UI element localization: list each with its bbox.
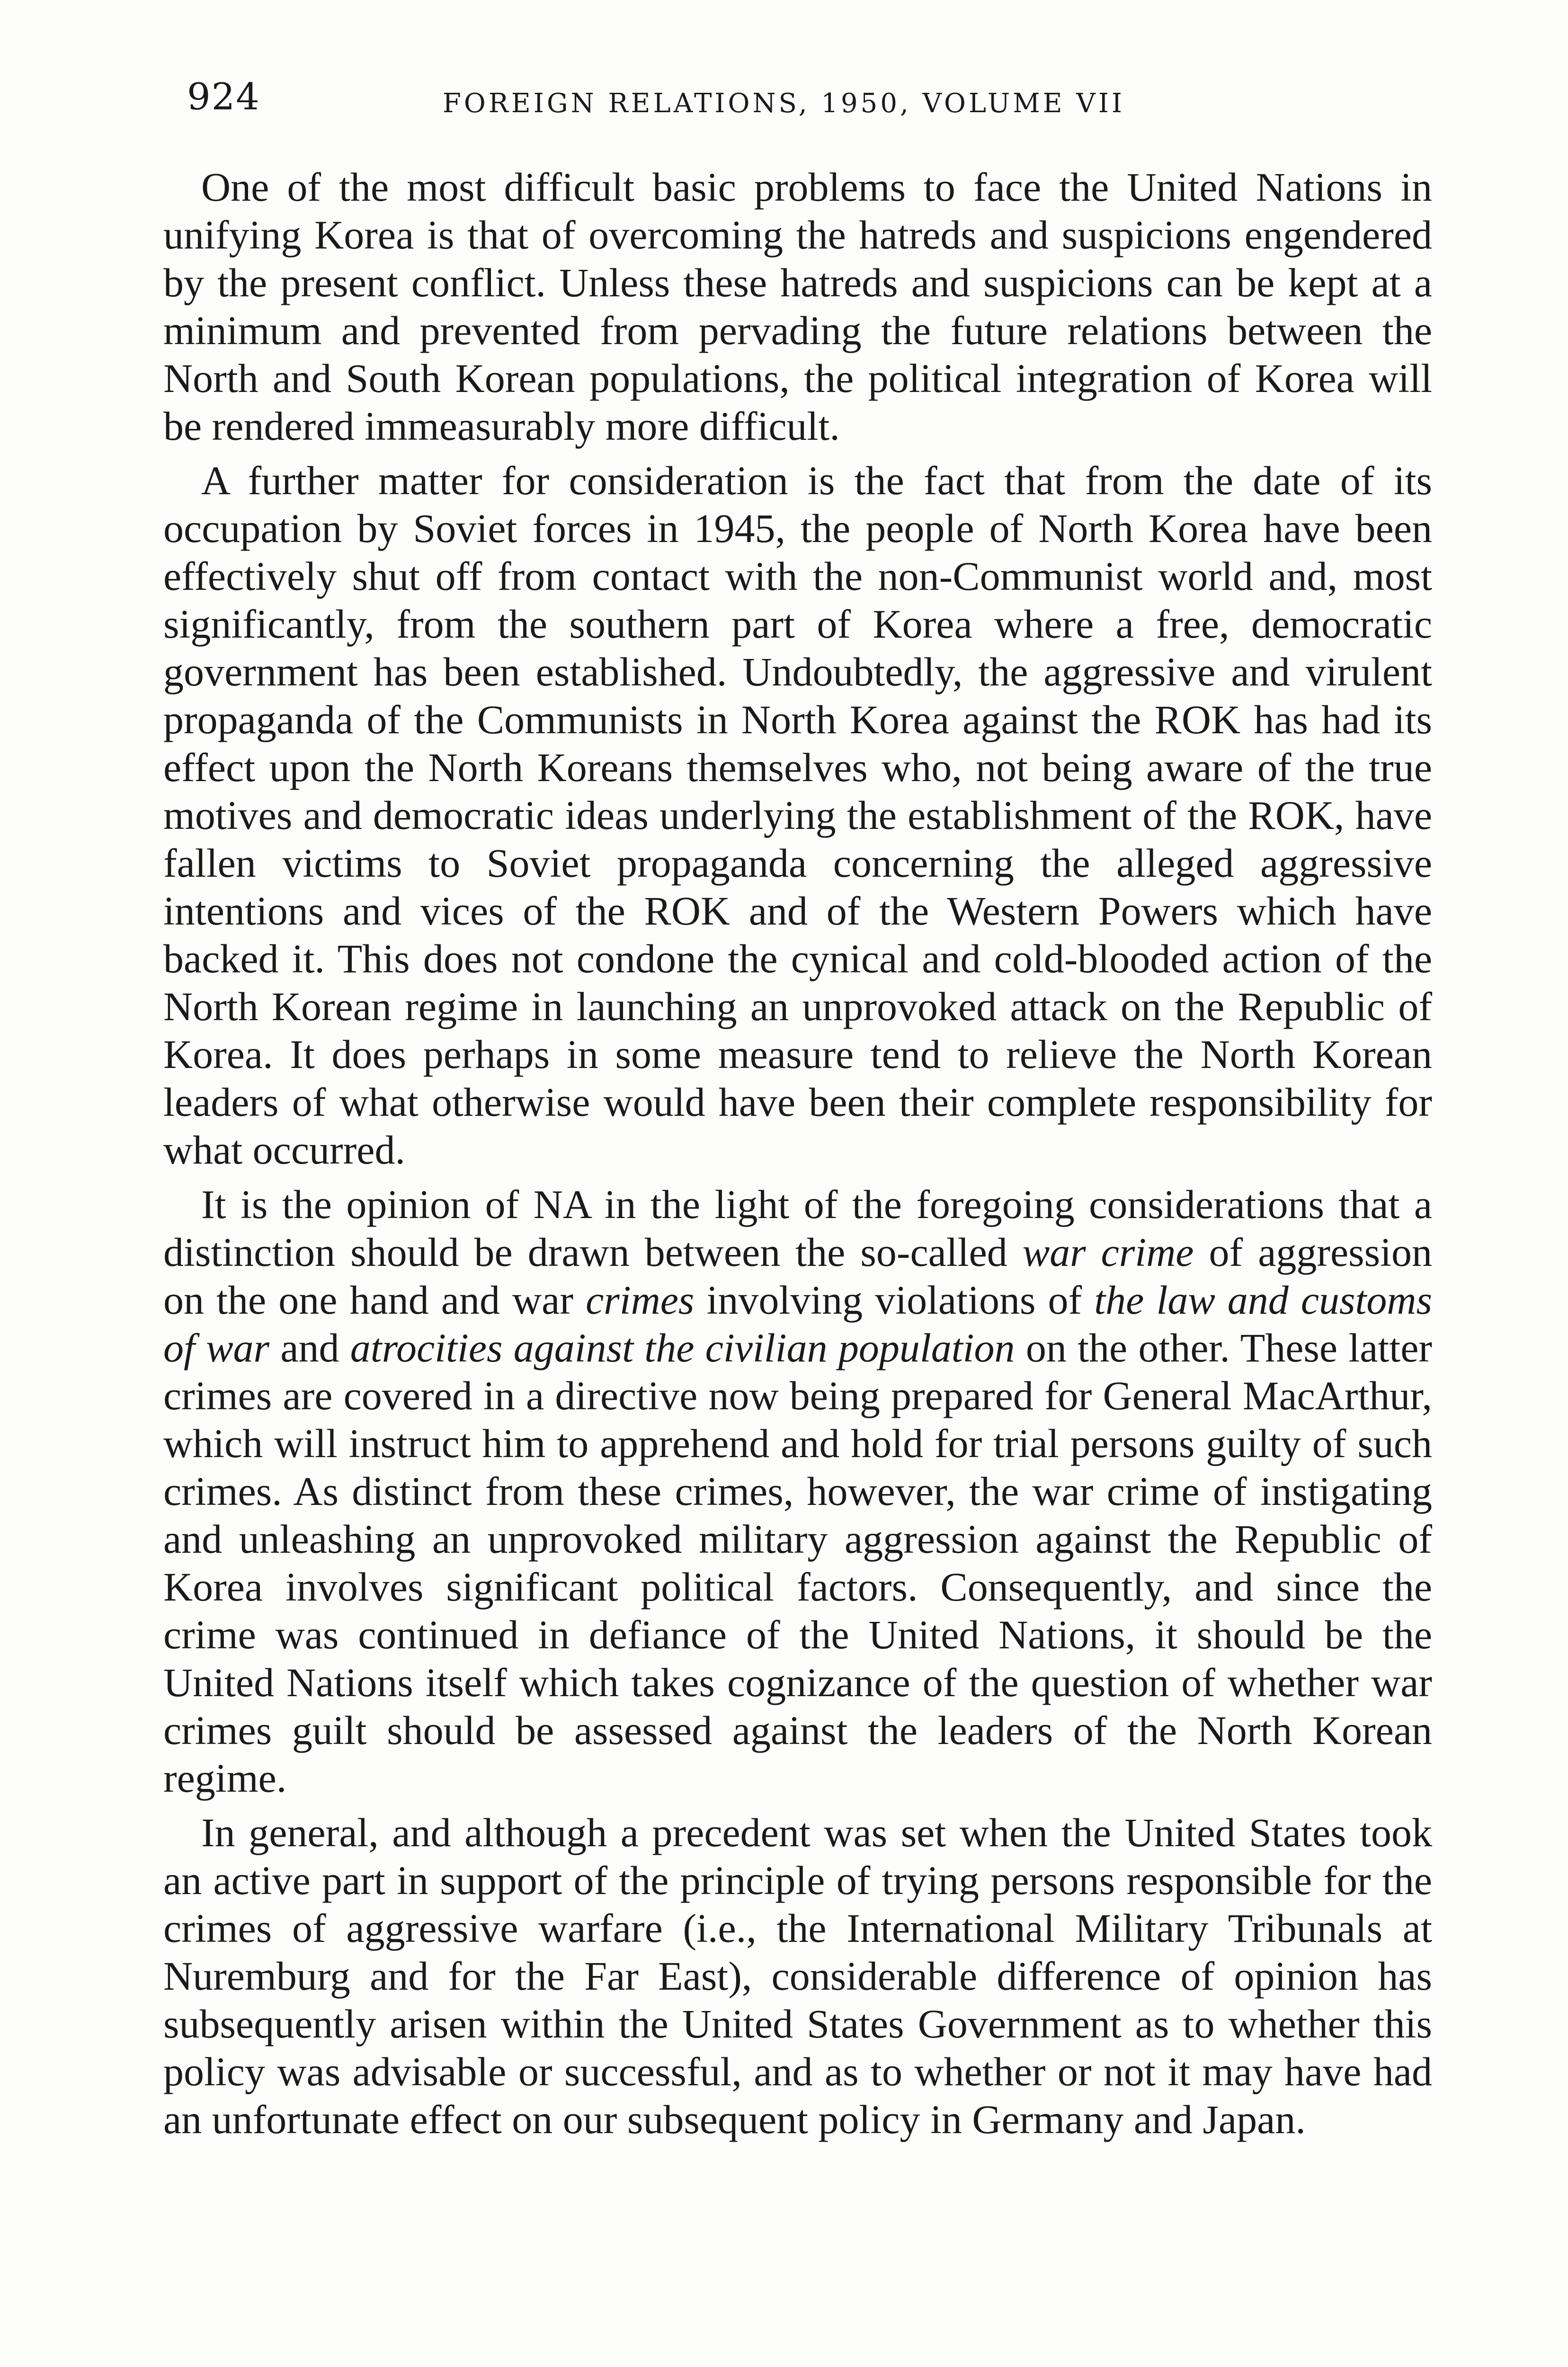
paragraph-3-text-2: of aggression on the one hand and war [163, 1229, 1433, 1323]
paragraph-3-italic-atrocities: atrocities against the civilian population [350, 1325, 1015, 1370]
page-header [187, 76, 1437, 128]
page-number: 924 [187, 76, 260, 118]
paragraph-1: One of the most difficult basic problems to face the United Nations in unifying Korea is that of overcoming the hatreds and suspicions engendered by the present conflict. Unless these hatreds and suspicions can be kept at a minimum and prevented from pervading the future relations between the North and South Korean populations, the political integration of Korea will be rendered immeasurably more difficult. [163, 164, 1432, 449]
paragraph-3-italic-crimes: crimes [586, 1277, 695, 1323]
paragraph-3-italic-war-crime: war crime [1022, 1229, 1194, 1275]
paragraph-3-text-5: on the other. These latter crimes are covered in a directive now being prepared for General MacArthur, which will instruct him to apprehend and hold for trial persons guilty of such crimes. As distinct from these crimes, however, the war crime of instigating and unleashing an unprovoked military aggression against the Republic of Korea involves significant political factors. Consequently, and since the crime was continued in defiance of the United Nations, it should be the United Nations itself which takes cognizance of the question of whether war crimes guilt should be assessed against the leaders of the North Korean regime. [163, 1325, 1433, 1801]
running-head: FOREIGN RELATIONS, 1950, VOLUME VII [443, 88, 1125, 119]
paragraph-4: In general, and although a precedent was set when the United States took an active part in support of the principle of trying persons responsible for the crimes of aggressive warfare (i.e., the International Military Tribunals at Nuremburg and for the Far East), considerable difference of opinion has subsequently arisen within the United States Government as to whether this policy was advisable or successful, and as to whether or not it may have had an unfortunate effect on our subsequent policy in Germany and Japan. [163, 1810, 1432, 2142]
paragraph-3 [163, 1181, 1432, 1802]
paragraph-3-text-3: involving violations of [694, 1277, 1095, 1323]
body-text [163, 163, 1432, 2144]
paragraph-2: A further matter for consideration is the fact that from the date of its occupation by Soviet forces in 1945, the people of North Korea have been effectively shut off from contact with the non-Communist world and, most significantly, from the southern part of Korea where a free, democratic government has been established. Undoubtedly, the aggressive and virulent propaganda of the Communists in North Korea against the ROK has had its effect upon the North Koreans themselves who, not being aware of the true motives and democratic ideas underlying the establishment of the ROK, have fallen victims to Soviet propaganda concerning the alleged aggressive intentions and vices of the ROK and of the Western Powers which have backed it. This does not condone the cynical and cold-blooded action of the North Korean regime in launching an unprovoked attack on the Republic of Korea. It does perhaps in some measure tend to relieve the North Korean leaders of what otherwise would have been their complete responsibility for what occurred. [163, 458, 1432, 1173]
paragraph-3-text-4: and [269, 1325, 350, 1370]
paragraph-3-text-1: It is the opinion of NA in the light of the foregoing considerations that a distinction should be drawn between the so-called [163, 1182, 1432, 1275]
paragraph-3-italic-law-customs: the law and customs of war [163, 1277, 1432, 1370]
